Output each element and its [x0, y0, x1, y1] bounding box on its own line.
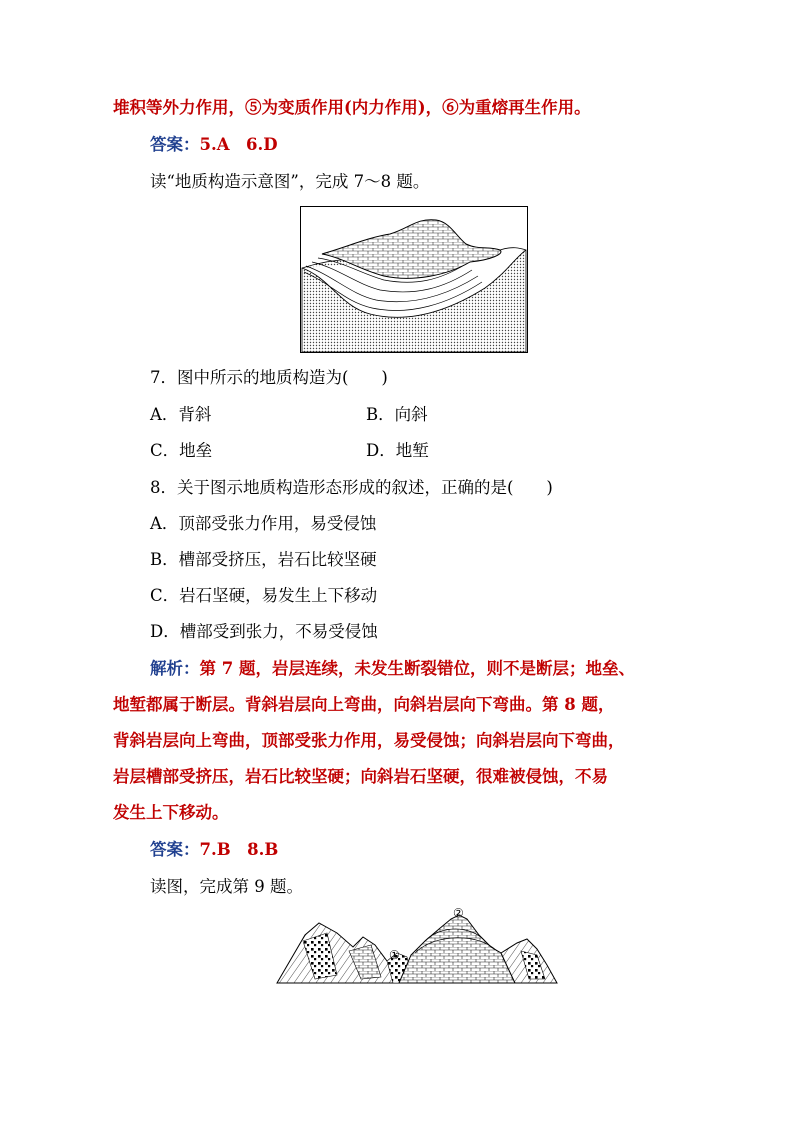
explanation-line-5: 发生上下移动。	[113, 803, 229, 822]
figure-label-2: ②	[453, 906, 464, 920]
explanation-line-3: 背斜岩层向上弯曲，顶部受张力作用，易受侵蚀；向斜岩层向下弯曲，	[113, 731, 625, 750]
question-8: 8．关于图示地质构造形态形成的叙述，正确的是( )	[150, 478, 553, 497]
answer-value: 5.A 6.D	[199, 135, 278, 154]
option-7b: B．向斜	[366, 405, 428, 424]
option-7a: A．背斜	[150, 405, 212, 424]
answer-value: 7.B 8.B	[199, 840, 279, 859]
answer-label: 答案：	[150, 135, 200, 154]
reading-instruction-2: 读图，完成第 9 题。	[150, 877, 303, 896]
syncline-diagram	[300, 206, 528, 353]
option-8c: C．岩石坚硬，易发生上下移动	[150, 586, 378, 605]
answer-label: 答案：	[150, 840, 200, 859]
explanation-line-2: 地堑都属于断层。背斜岩层向上弯曲，向斜岩层向下弯曲。第 8 题，	[113, 695, 615, 714]
question-7: 7．图中所示的地质构造为( )	[150, 368, 388, 387]
folded-mountains-diagram	[275, 905, 560, 987]
option-7c: C．地垒	[150, 441, 213, 460]
explanation-line-1: 解析：第 7 题，岩层连续，未发生断裂错位，则不是断层；地垒、	[150, 659, 635, 678]
explanation-line-4: 岩层槽部受挤压，岩石比较坚硬；向斜岩石坚硬，很难被侵蚀，不易	[113, 767, 608, 786]
answer-row-2	[150, 839, 278, 861]
answer-row-1	[150, 134, 278, 156]
option-8d: D．槽部受到张力，不易受侵蚀	[150, 622, 378, 641]
text-continuation-line: 堆积等外力作用，⑤为变质作用(内力作用)，⑥为重熔再生作用。	[113, 98, 591, 117]
option-8b: B．槽部受挤压，岩石比较坚硬	[150, 550, 377, 569]
reading-instruction-1: 读“地质构造示意图”，完成 7～8 题。	[150, 172, 430, 191]
option-7d: D．地堑	[366, 441, 429, 460]
explanation-label: 解析：	[150, 659, 200, 678]
figure-label-1: ①	[389, 948, 400, 962]
option-8a: A．顶部受张力作用，易受侵蚀	[150, 514, 377, 533]
